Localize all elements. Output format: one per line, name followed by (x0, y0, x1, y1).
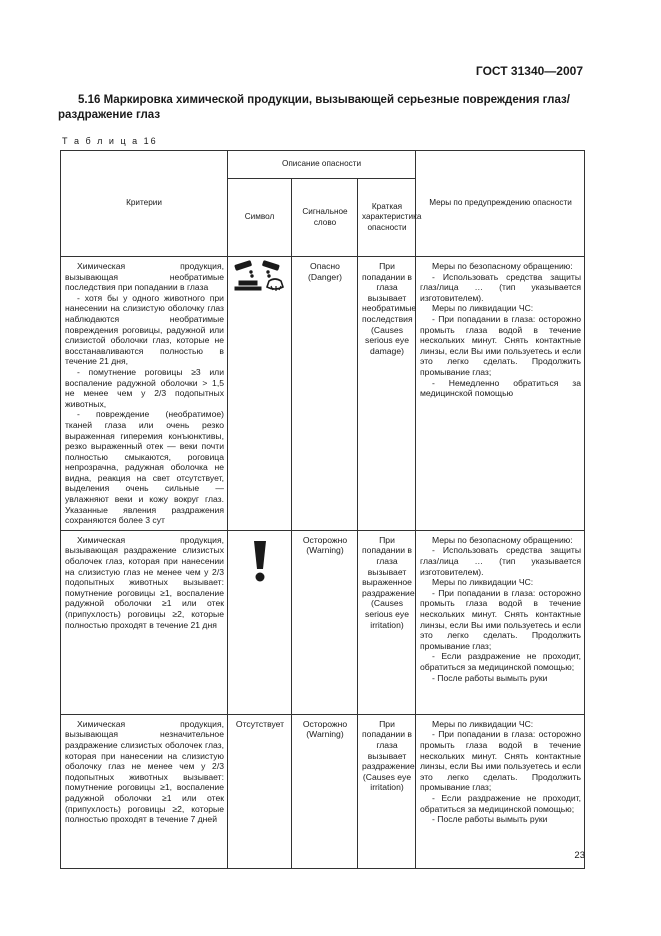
measures-paragraph: - После работы вымыть руки (432, 814, 548, 825)
symbol-cell (228, 530, 292, 714)
criteria-paragraph: - хотя бы у одного животного при нанесении на слизистую оболочку глаз наблюдаются необратимые повреждения роговицы, радужной или слизистой оболочки глаз, которые не восстанавливаются полностью в течение 21 дня, (65, 292, 224, 367)
header-brief: Краткая характеристика опасности (358, 179, 416, 257)
hazard-table (60, 150, 585, 869)
measures-paragraph: - Если раздражение не проходит, обратиться за медицинской помощью; (420, 793, 582, 814)
measures-paragraph: - Использовать средства защиты глаз/лица … (тип указывается изготовителем). (420, 545, 582, 577)
symbol-cell: Отсутствует (228, 714, 292, 868)
criteria-paragraph: Химическая продукция, вызывающая незначительное раздражение слизистых оболочек глаз, которая при нанесении на слизистую оболочку глаз не менее чем у 2/3 подопытных животных вызывает: помутнение роговицы ≥1, воспаление радужной оболочки ≥1 или отек (припухлость) роговицы ≥2, которые полностью проходят в течение 7 дней (65, 718, 224, 825)
header-hazard-description: Описание опасности (228, 151, 416, 179)
measures-paragraph: Меры по ликвидации ЧС: (432, 718, 534, 729)
header-measures: Меры по предупреждению опасности (416, 151, 585, 257)
header-symbol: Символ (228, 179, 292, 257)
criteria-cell (61, 530, 228, 714)
measures-paragraph: - Если раздражение не проходит, обратиться за медицинской помощью; (420, 651, 582, 672)
criteria-paragraph: Химическая продукция, вызывающая раздражение слизистых оболочек глаз, которая при нанесении на слизистую глаз не менее чем у 2/3 подопытных животных вызывает: помутнение роговицы ≥1, воспаление радужной оболочки ≥1 или отек (припухлость) роговицы ≥2, которые полностью проходят в течение 21 дня (65, 534, 224, 630)
page-number: 23 (574, 850, 585, 861)
criteria-paragraph: Химическая продукция, вызывающая необратимые последствия при попадании в глаза (65, 261, 224, 293)
criteria-cell (61, 257, 228, 531)
criteria-cell (61, 714, 228, 868)
section-title: 5.16 Маркировка химической продукции, вызывающей серьезные повреждения глаз/раздражение глаз (58, 94, 570, 121)
header-criteria: Критерии (61, 151, 228, 257)
measures-paragraph: Меры по безопасному обращению: (432, 534, 573, 545)
brief-cell: При попадании в глаза вызывает необратимые последствия (Causes serious eye damage) (358, 257, 416, 531)
symbol-cell (228, 257, 292, 531)
signal-word-cell: Опасно (Danger) (292, 257, 358, 531)
measures-paragraph: - При попадании в глаза: осторожно промыть глаза водой в течение нескольких минут. Снять контактные линзы, если Вы ими пользуетесь и если это легко сделать. Продолжить промывание глаз; (420, 313, 582, 377)
measures-paragraph: - При попадании в глаза: осторожно промыть глаза водой в течение нескольких минут. Снять контактные линзы, если Вы ими пользуетесь и если это легко сделать. Продолжить промывание глаз; (420, 729, 582, 793)
table-row (61, 257, 585, 531)
criteria-paragraph: - помутнение роговицы ≥3 или воспаление радужной оболочки > 1,5 не менее чем у 2/3 подопытных животных, (65, 366, 224, 409)
header-signal-word: Сигнальное слово (292, 179, 358, 257)
measures-paragraph: - После работы вымыть руки (432, 672, 548, 683)
standard-number: ГОСТ 31340—2007 (475, 64, 583, 78)
table-caption: Т а б л и ц а 16 (62, 136, 158, 146)
measures-paragraph: - Использовать средства защиты глаз/лица … (тип указывается изготовителем). (420, 271, 582, 303)
brief-cell: При попадании в глаза вызывает выраженное раздражение (Causes serious eye irritation) (358, 530, 416, 714)
measures-cell (416, 530, 585, 714)
measures-cell (416, 714, 585, 868)
signal-word-cell: Осторожно (Warning) (292, 714, 358, 868)
measures-paragraph: Меры по ликвидации ЧС: (432, 577, 534, 588)
brief-cell: При попадании в глаза вызывает раздражение (Causes eye irritation) (358, 714, 416, 868)
measures-paragraph: - При попадании в глаза: осторожно промыть глаза водой в течение нескольких минут. Снять контактные линзы, если Вы ими пользуетесь и если это легко сделать. Продолжить промывание глаз; (420, 587, 582, 651)
criteria-paragraph: - повреждение (необратимое) тканей глаза или очень резко выраженная гиперемия конъюнктивы, резко выраженный отек — веки почти полностью смыкаются, роговица непрозрачна, радужная оболочка не видна, реакция на свет отсутствует, выделения очень сильные — увлажняют веки и кожу вокруг глаз. Указанные явления раздражения сохраняются более 3 сут (65, 409, 224, 526)
measures-paragraph: - Немедленно обратиться за медицинской помощью (420, 377, 582, 399)
measures-paragraph: Меры по ликвидации ЧС: (432, 303, 534, 314)
signal-word-cell: Осторожно (Warning) (292, 530, 358, 714)
measures-paragraph: Меры по безопасному обращению: (432, 261, 573, 271)
table-row (61, 530, 585, 714)
measures-cell (416, 257, 585, 531)
table-row (61, 714, 585, 868)
exclamation-icon (250, 539, 270, 583)
corrosion-icon (231, 259, 289, 293)
